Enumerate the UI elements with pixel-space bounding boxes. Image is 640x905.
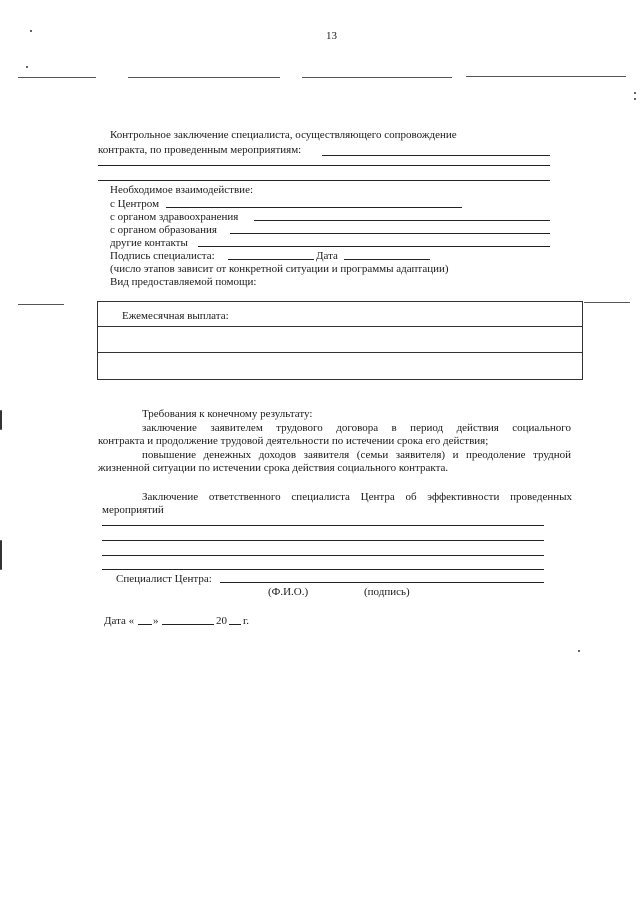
- requirement-2-line-2: жизненной ситуации по истечении срока действия социального контракта.: [98, 462, 449, 474]
- scan-dot: [634, 92, 636, 94]
- final-year-blank: [229, 624, 241, 625]
- conclusion-blank-2: [98, 165, 550, 166]
- header-rule: [466, 76, 626, 77]
- final-blank-4: [102, 569, 544, 570]
- interaction-label: Необходимое взаимодействие:: [110, 184, 254, 196]
- margin-rule-left: [18, 304, 64, 305]
- requirement-2-line-1: повышение денежных доходов заявителя (семьи заявителя) и преодоление трудной: [142, 449, 571, 461]
- signature-caption: (подпись): [364, 586, 410, 598]
- date-blank: [344, 259, 430, 260]
- with-center-label: с Центром: [110, 198, 160, 210]
- header-rule: [302, 77, 452, 78]
- scan-dot: [634, 98, 636, 100]
- final-date-prefix: Дата «: [104, 615, 135, 627]
- final-year-prefix: 20: [216, 615, 227, 627]
- table-row-divider: [97, 352, 583, 353]
- center-specialist-blank: [220, 582, 544, 583]
- scan-dot: [26, 66, 28, 68]
- final-month-blank: [162, 624, 214, 625]
- scan-dot: [30, 30, 32, 32]
- date-label: Дата: [316, 250, 338, 262]
- scan-dot: [578, 650, 580, 652]
- conclusion-blank-3: [98, 180, 550, 181]
- final-year-suffix: г.: [243, 615, 250, 627]
- header-rule: [128, 77, 280, 78]
- final-blank-2: [102, 540, 544, 541]
- conclusion-line-1: Контрольное заключение специалиста, осуществляющего сопровождение: [110, 129, 457, 141]
- assistance-label: Вид предоставляемой помощи:: [110, 276, 257, 288]
- with-center-blank: [166, 207, 462, 208]
- center-specialist-label: Специалист Центра:: [116, 573, 212, 585]
- page-number: 13: [326, 30, 337, 42]
- final-conclusion-line-1: Заключение ответственного специалиста Центра об эффективности проведенных: [142, 491, 572, 503]
- other-contacts-label: другие контакты: [110, 237, 188, 249]
- final-blank-1: [102, 525, 544, 526]
- with-education-blank: [230, 233, 550, 234]
- margin-rule-right: [584, 302, 630, 303]
- final-conclusion-line-2: мероприятий: [102, 504, 164, 516]
- final-date-mid: »: [153, 615, 159, 627]
- final-day-blank: [138, 624, 152, 625]
- conclusion-blank-1: [322, 155, 550, 156]
- requirement-1-line-2: контракта и продолжение трудовой деятельности по истечении срока его действия;: [98, 435, 489, 447]
- with-education-label: с органом образования: [110, 224, 217, 236]
- specialist-signature-label: Подпись специалиста:: [110, 250, 215, 262]
- other-contacts-blank: [198, 246, 550, 247]
- specialist-signature-blank: [228, 259, 314, 260]
- header-rule: [18, 77, 96, 78]
- table-row-monthly-payment: Ежемесячная выплата:: [122, 310, 229, 322]
- conclusion-line-2: контракта, по проведенным мероприятиям:: [98, 144, 302, 156]
- scan-dot: [0, 540, 2, 570]
- fio-caption: (Ф.И.О.): [268, 586, 309, 598]
- stages-note: (число этапов зависит от конкретной ситуации и программы адаптации): [110, 263, 449, 275]
- final-blank-3: [102, 555, 544, 556]
- with-health-blank: [254, 220, 550, 221]
- with-health-label: с органом здравоохранения: [110, 211, 239, 223]
- table-row-divider: [97, 326, 583, 327]
- requirements-title: Требования к конечному результату:: [142, 408, 313, 420]
- requirement-1-line-1: заключение заявителем трудового договора в период действия социального: [142, 422, 571, 434]
- scan-dot: [0, 410, 2, 430]
